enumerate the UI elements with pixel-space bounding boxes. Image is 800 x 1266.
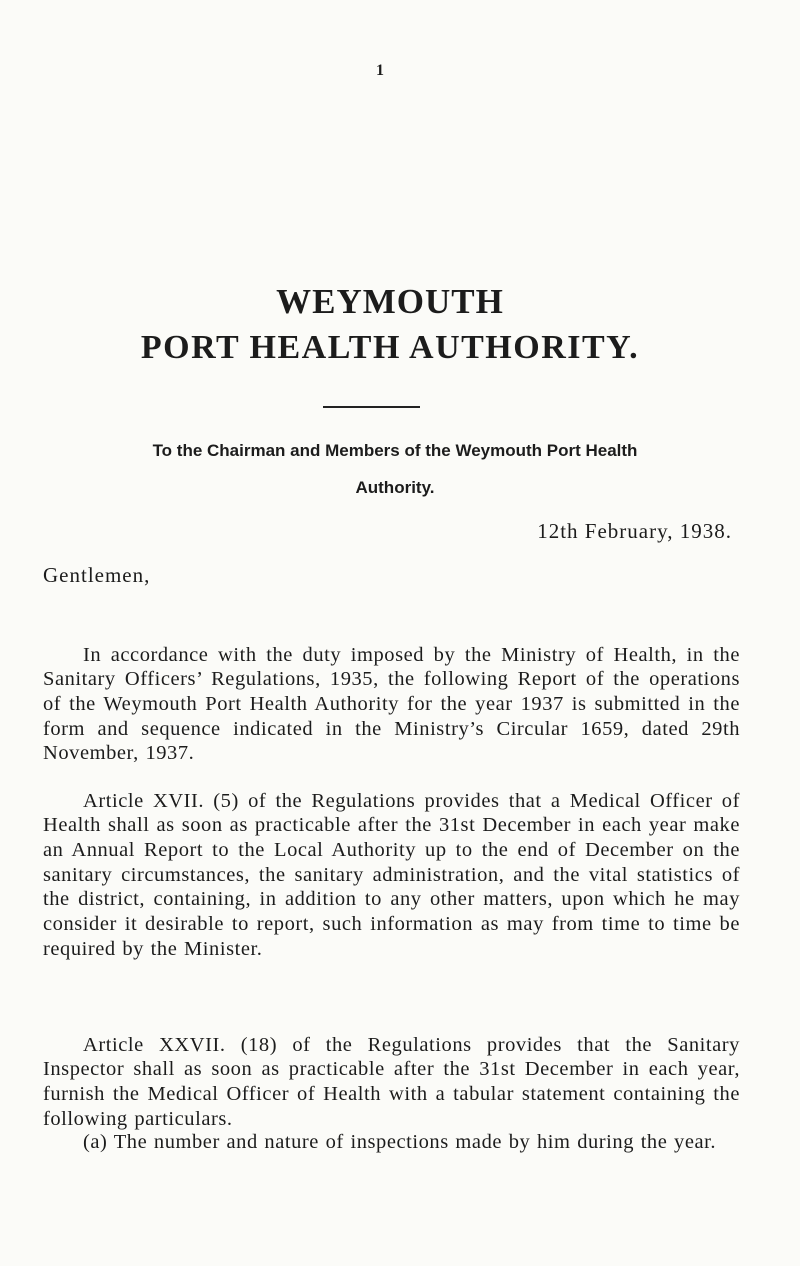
paragraph-item-a: (a) The number and nature of inspections made by him during the year.	[83, 1130, 717, 1153]
document-title-line-1: WEYMOUTH	[276, 282, 504, 321]
page-number: 1	[376, 62, 384, 79]
letter-date: 12th February, 1938.	[537, 519, 732, 543]
addressee-line-2: Authority.	[355, 478, 435, 497]
paragraph-introduction: In accordance with the duty imposed by the Ministry of Health, in the Sanitary Officers’ Regulations, 1935, the following Report of the operations of the Weymouth Port Health Authority for the year 1937 is submitted in the form and sequence indicated in the Ministry’s Circular 1659, dated 29th November, 1937.	[43, 643, 740, 765]
paragraph-article-xvii: Article XVII. (5) of the Regulations provides that a Medical Officer of Health shall as soon as practicable after the 31st December in each year make an Annual Report to the Local Authority up to the end of December on the sanitary circumstances, the sanitary administration, and the vital statistics of the district, containing, in addition to any other matters, upon which he may consider it desirable to report, such information as may from time to time be required by the Minister.	[43, 789, 740, 960]
addressee	[110, 432, 680, 506]
paragraph-article-xxvii: Article XXVII. (18) of the Regulations provides that the Sanitary Inspector shall as soon as practicable after the 31st December in each year, furnish the Medical Officer of Health with a tabular statement containing the following particulars.	[43, 1033, 740, 1130]
title-divider	[323, 406, 420, 408]
document-title-line-2: PORT HEALTH AUTHORITY.	[140, 329, 640, 366]
salutation: Gentlemen,	[43, 563, 151, 587]
addressee-line-1: To the Chairman and Members of the Weymouth Port Health	[152, 441, 638, 460]
